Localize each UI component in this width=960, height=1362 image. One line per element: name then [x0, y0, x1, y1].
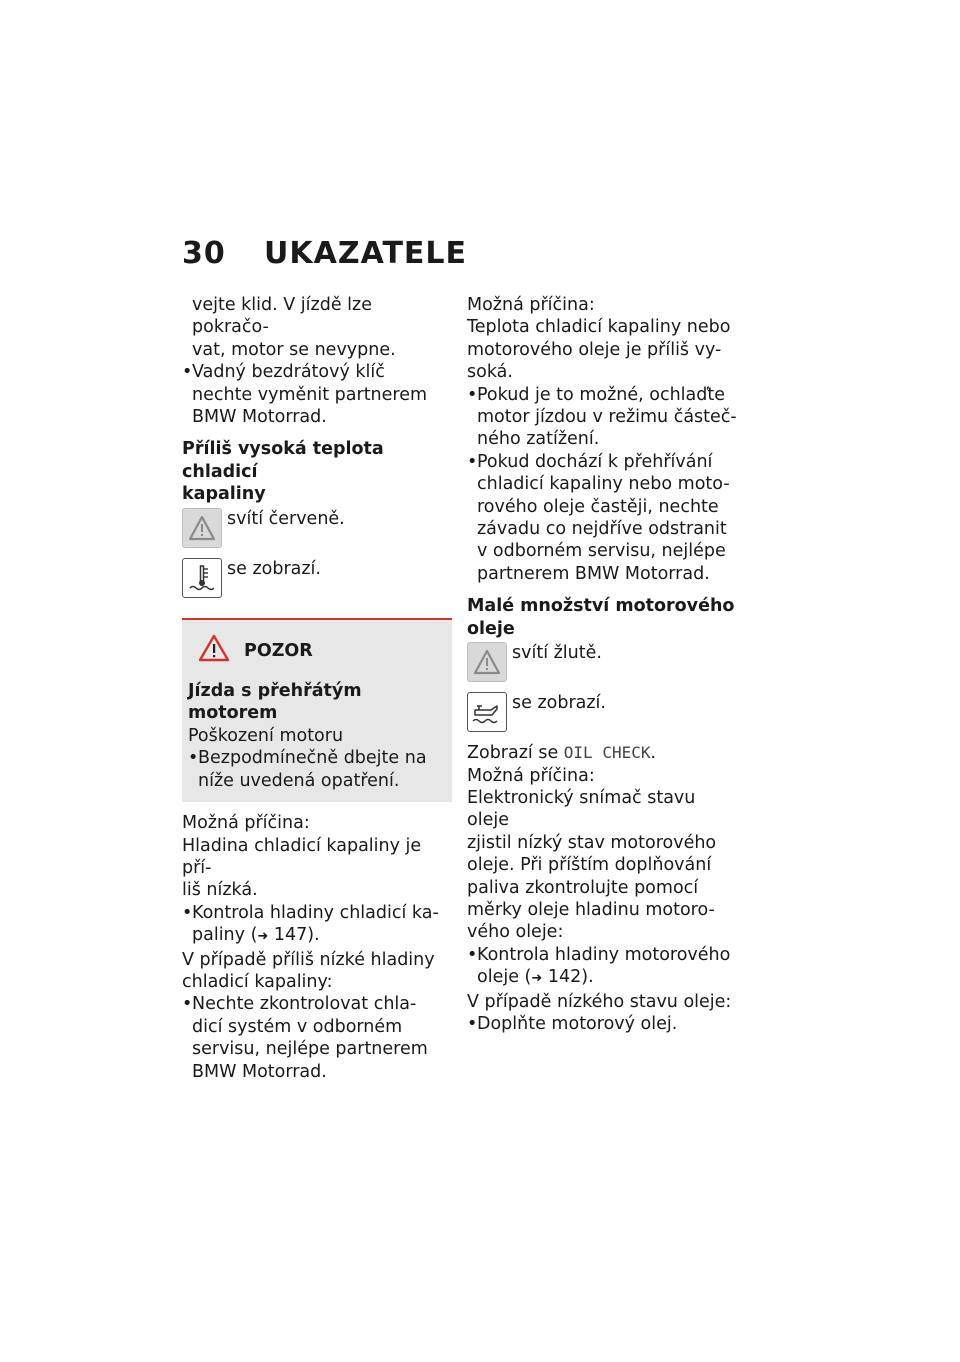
text-line: Teplota chladicí kapaliny nebo — [467, 317, 731, 338]
subheading: kapaliny — [182, 484, 266, 505]
warning-bullet: • Bezpodmínečně dbejte na — [188, 747, 446, 769]
text-line: Možná příčina: — [467, 765, 595, 786]
text-line: liš nízká. — [182, 880, 258, 901]
warning-box: POZOR Jízda s přehřátým motorem Poškození motoru • Bezpodmínečně dbejte na níže uvedená opatření. — [182, 618, 452, 802]
page-reference-arrow-icon: ➜ — [531, 971, 543, 987]
text-line: chladicí kapaliny: — [182, 971, 333, 992]
bullet-item: • Kontrola hladiny motorového oleje (➜ 142). — [467, 944, 742, 991]
display-code: OIL CHECK — [563, 743, 651, 763]
bullet-item: • Kontrola hladiny chladicí ka- paliny (➜ 147). — [182, 902, 452, 949]
indicator-row — [467, 642, 742, 682]
general-warning-icon — [182, 508, 222, 548]
text-line: soká. — [467, 362, 513, 383]
text-line: vého oleje: — [467, 922, 564, 943]
indicator-row — [182, 508, 452, 548]
right-column — [467, 294, 742, 1035]
coolant-temperature-icon — [182, 558, 222, 598]
text-line: zjistil nízký stav motorového — [467, 832, 717, 853]
page-reference[interactable]: 147). — [273, 925, 320, 946]
text-line: Elektronický snímač stavu oleje — [467, 787, 696, 831]
warning-title: Jízda s přehřátým motorem — [188, 681, 362, 724]
bullet-item: • Nechte zkontrolovat chla- dicí systém v odborném servisu, nejlépe partnerem BMW Motorrad. — [182, 993, 452, 1083]
indicator-text: se zobrazí. — [512, 693, 606, 714]
bullet-item: • Pokud je to možné, ochlaďte motor jízdou v režimu částeč- ného zatížení. — [467, 384, 742, 451]
oil-level-icon — [467, 692, 507, 732]
bullet-item: • Pokud dochází k přehřívání chladicí kapaliny nebo moto- rového oleje častěji, nechte závadu co nejdříve odstranit v odborném servisu, nejlépe partnerem BMW Motorrad. — [467, 451, 742, 585]
left-column — [182, 294, 452, 1083]
indicator-text: svítí žlutě. — [512, 643, 602, 664]
text-line: měrky oleje hladinu motoro- — [467, 899, 715, 920]
page-header — [182, 236, 467, 271]
subheading: Příliš vysoká teplota chladicí — [182, 439, 384, 482]
page-number: 30 — [182, 236, 226, 271]
page-reference[interactable]: 142). — [547, 967, 594, 988]
warning-triangle-icon — [198, 634, 230, 668]
text-line: V případě příliš nízké hladiny — [182, 949, 435, 970]
indicator-row — [182, 558, 452, 598]
general-warning-icon — [467, 642, 507, 682]
indicator-text: se zobrazí. — [227, 558, 321, 579]
subheading: Malé množství motorového — [467, 596, 735, 617]
indicator-row — [467, 692, 742, 732]
text-line: oleje. Při příštím doplňování — [467, 855, 712, 876]
section-title: UKAZATELE — [264, 236, 468, 271]
indicator-text: svítí červeně. — [227, 508, 345, 529]
bullet-item: • Doplňte motorový olej. — [467, 1013, 742, 1035]
text-line: paliva zkontrolujte pomocí — [467, 877, 699, 898]
warning-header — [188, 634, 446, 668]
subheading: oleje — [467, 618, 515, 639]
bullet-item: • Vadný bezdrátový klíč nechte vyměnit partnerem BMW Motorrad. — [182, 361, 452, 428]
text-line: Hladina chladicí kapaliny je pří- — [182, 835, 422, 878]
text-line: Možná příčina: — [182, 813, 310, 834]
text-line: vejte klid. V jízdě lze pokračo- — [192, 295, 372, 338]
warning-label: POZOR — [244, 640, 313, 661]
text-line: vat, motor se nevypne. — [192, 339, 396, 360]
text-line: motorového oleje je příliš vy- — [467, 339, 722, 360]
text-line: Možná příčina: — [467, 295, 595, 315]
text-line: V případě nízkého stavu oleje: — [467, 991, 732, 1012]
display-message-line: Zobrazí se OIL CHECK. — [467, 743, 657, 764]
page-reference-arrow-icon: ➜ — [257, 929, 269, 945]
warning-line: Poškození motoru — [188, 725, 344, 746]
